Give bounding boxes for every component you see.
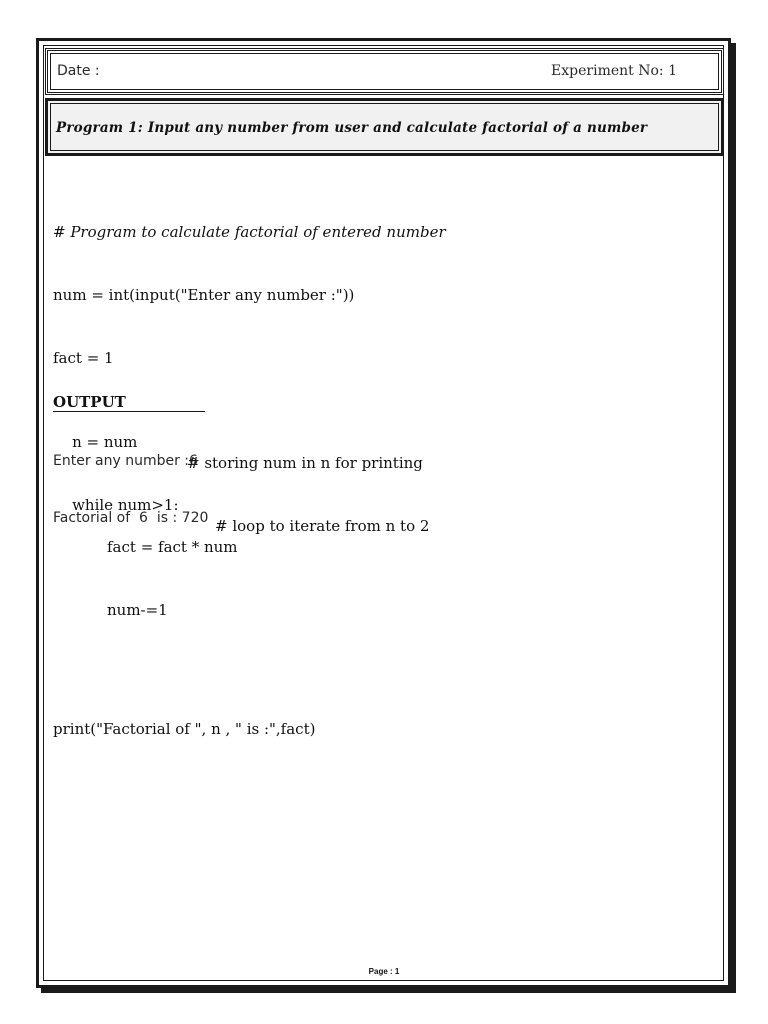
output-heading: OUTPUT bbox=[53, 394, 205, 412]
date-label: Date : bbox=[57, 63, 100, 79]
page-number: Page : 1 bbox=[368, 967, 400, 976]
header-box bbox=[45, 48, 724, 158]
code-line-n: n = num bbox=[72, 433, 138, 451]
code-line-input: num = int(input("Enter any number :")) bbox=[53, 286, 355, 304]
code-line-fact: fact = 1 bbox=[53, 349, 114, 367]
code-line-while-comment: # loop to iterate from n to 2 bbox=[215, 517, 430, 535]
code-comment: # Program to calculate factorial of entered number bbox=[53, 223, 446, 241]
program-title: Program 1: Input any number from user and calculate factorial of a number bbox=[56, 120, 648, 136]
code-line-n-comment: # storing num in n for printing bbox=[187, 454, 423, 472]
code-line-mult: fact = fact * num bbox=[107, 538, 238, 556]
date-row bbox=[45, 48, 724, 95]
title-row bbox=[45, 98, 724, 156]
code-line-print: print("Factorial of ", n , " is :",fact) bbox=[53, 720, 316, 738]
code-line-while: while num>1: bbox=[72, 496, 179, 514]
code-gap bbox=[53, 663, 446, 677]
code-line-dec: num-=1 bbox=[107, 601, 168, 619]
output-line-1: Enter any number :6 bbox=[53, 453, 198, 469]
experiment-number: Experiment No: 1 bbox=[551, 63, 677, 79]
output-line-2: Factorial of 6 is : 720 bbox=[53, 510, 209, 526]
output-block bbox=[53, 414, 208, 547]
